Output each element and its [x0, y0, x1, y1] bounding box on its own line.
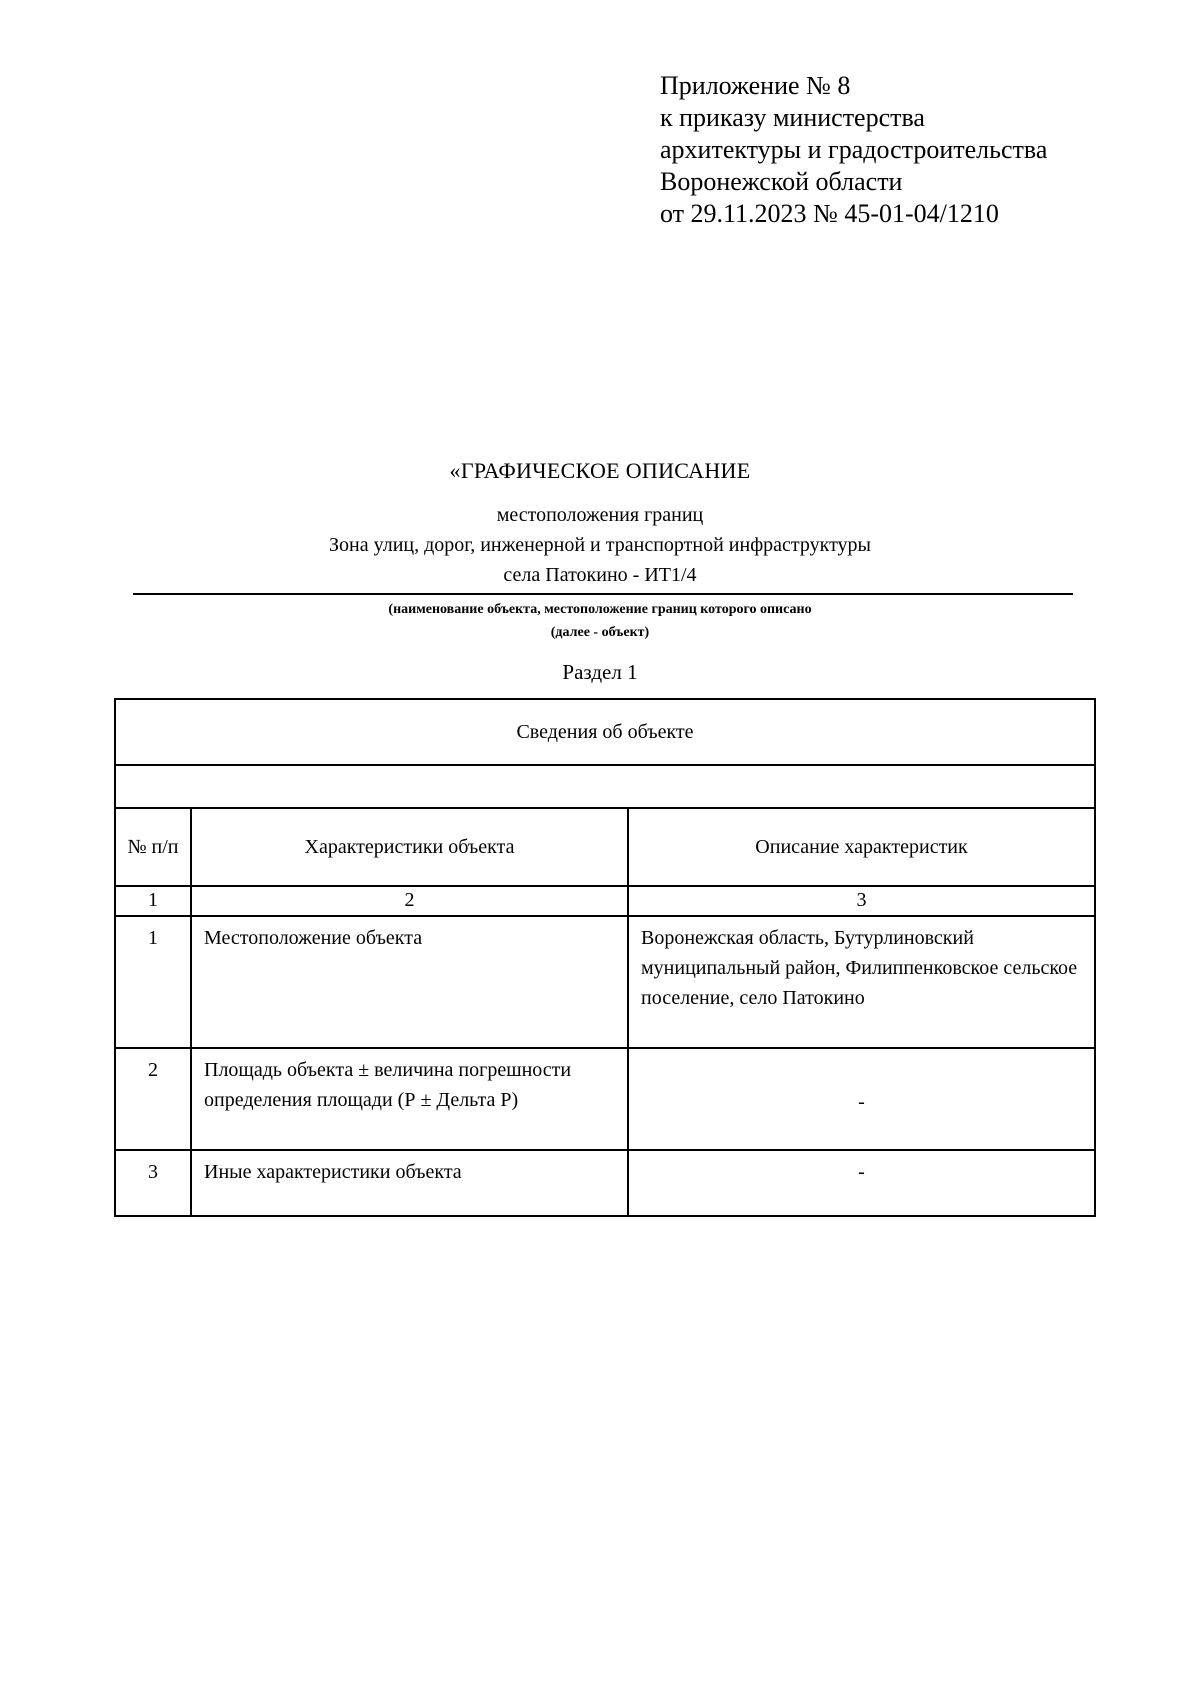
subtitle-line: села Патокино - ИТ1/4 [503, 564, 697, 586]
object-info-table [114, 698, 1096, 1217]
row-description: - [628, 1048, 1095, 1150]
column-number: 2 [191, 886, 628, 916]
column-number-row [115, 886, 1095, 916]
object-name-caption [0, 598, 1200, 644]
row-characteristic: Местоположение объекта [191, 916, 628, 1048]
section-label: Раздел 1 [562, 660, 638, 684]
row-characteristic: Площадь объекта ± величина погрешности определения площади (Р ± Дельта Р) [191, 1048, 628, 1150]
caption-line: (наименование объекта, местоположение границ которого описано [388, 602, 812, 617]
appendix-line: к приказу министерства [660, 103, 925, 132]
row-description: - [628, 1150, 1095, 1216]
column-number: 1 [115, 886, 191, 916]
column-header-characteristic: Характеристики объекта [191, 808, 628, 886]
table-blank-row [115, 765, 1095, 808]
table-heading: Сведения об объекте [115, 699, 1095, 765]
table-row [115, 1150, 1095, 1216]
appendix-line: Приложение № 8 [660, 71, 851, 100]
column-header-num: № п/п [115, 808, 191, 886]
document-subtitle [0, 500, 1200, 590]
row-characteristic: Иные характеристики объекта [191, 1150, 628, 1216]
appendix-line: от 29.11.2023 № 45-01-04/1210 [660, 199, 999, 228]
object-name-underline [133, 593, 1073, 595]
row-description: Воронежская область, Бутурлиновский муниципальный район, Филиппенковское сельское поселение, село Патокино [628, 916, 1095, 1048]
appendix-note [660, 70, 1047, 230]
row-number: 1 [115, 916, 191, 1048]
table-row [115, 1048, 1095, 1150]
row-number: 3 [115, 1150, 191, 1216]
appendix-line: архитектуры и градостроительства [660, 135, 1048, 164]
subtitle-line: Зона улиц, дорог, инженерной и транспортной инфраструктуры [329, 534, 871, 556]
appendix-line: Воронежской области [660, 167, 903, 196]
row-number: 2 [115, 1048, 191, 1150]
subtitle-line: местоположения границ [496, 504, 704, 526]
document-title: «ГРАФИЧЕСКОЕ ОПИСАНИЕ [449, 458, 751, 483]
table-row [115, 916, 1095, 1048]
caption-line: (далее - объект) [550, 625, 650, 640]
column-number: 3 [628, 886, 1095, 916]
column-header-description: Описание характеристик [628, 808, 1095, 886]
